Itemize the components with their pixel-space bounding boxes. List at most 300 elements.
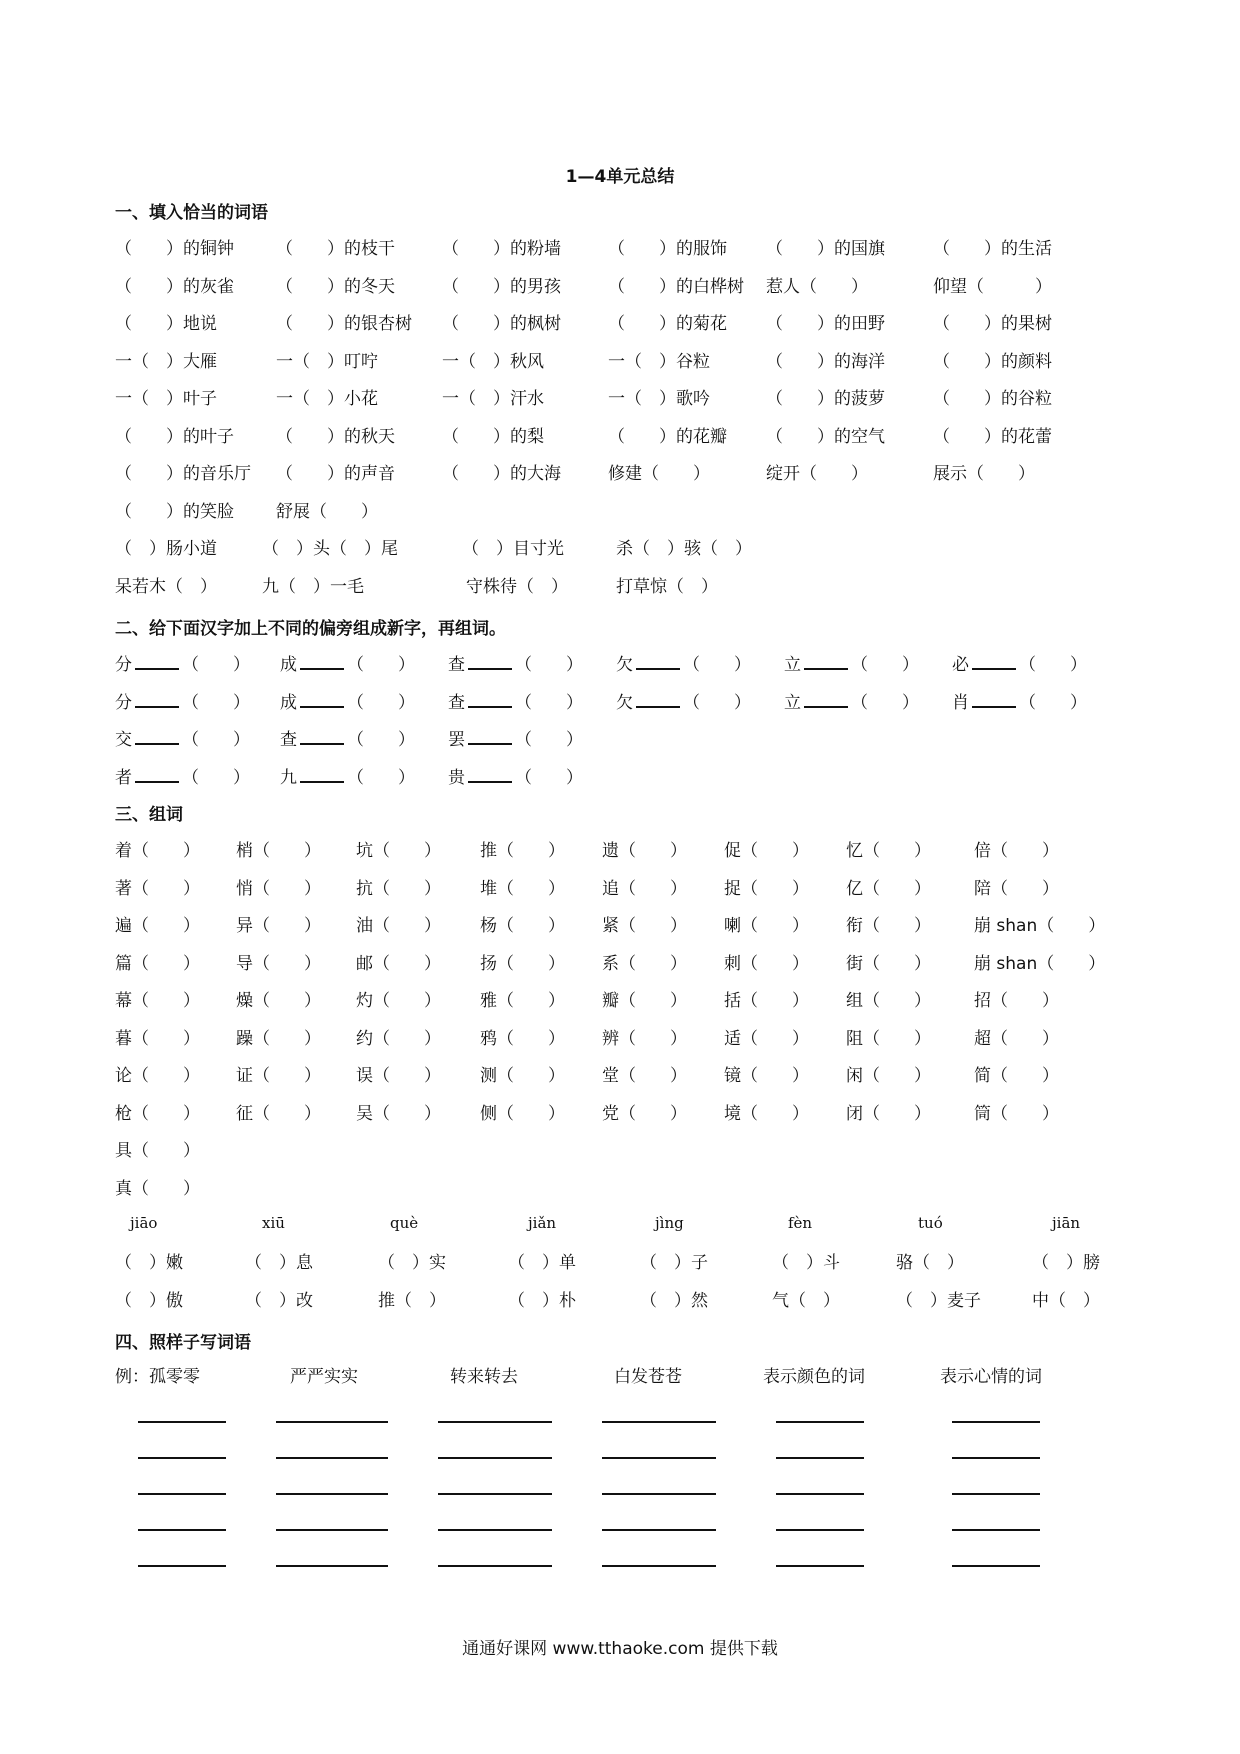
word-paren: （ ） bbox=[132, 1066, 200, 1086]
word-group-item bbox=[602, 953, 687, 975]
target-char: 招 bbox=[974, 991, 991, 1011]
word-paren: （ ） bbox=[991, 1066, 1059, 1086]
target-char: 衔 bbox=[846, 916, 863, 936]
word-group-item bbox=[602, 1103, 687, 1125]
fill-phrase: 绽开（ ） bbox=[766, 464, 868, 484]
base-char: 成 bbox=[280, 693, 297, 713]
word-group-item bbox=[846, 915, 931, 937]
answer-line[interactable] bbox=[602, 1529, 716, 1531]
word-paren: （ ） bbox=[1037, 916, 1106, 936]
word-paren: （ ） bbox=[373, 991, 441, 1011]
fill-phrase: 一（ ）歌吟 bbox=[608, 389, 710, 409]
word-paren: （ ） bbox=[373, 1029, 441, 1049]
target-char: 适 bbox=[724, 1029, 741, 1049]
answer-blank[interactable] bbox=[468, 765, 512, 783]
target-char: 测 bbox=[480, 1066, 497, 1086]
answer-blank[interactable] bbox=[972, 690, 1016, 708]
word-group-item bbox=[356, 915, 441, 937]
answer-line[interactable] bbox=[438, 1421, 552, 1423]
word-group-item bbox=[846, 1103, 931, 1125]
pinyin-fill-item: 推（ ） bbox=[378, 1291, 446, 1311]
answer-blank[interactable] bbox=[135, 652, 179, 670]
radical-item bbox=[115, 652, 250, 676]
word-paren: （ ） bbox=[619, 1029, 687, 1049]
word-group-item bbox=[480, 1028, 565, 1050]
answer-blank[interactable] bbox=[972, 652, 1016, 670]
word-group-item bbox=[115, 1178, 200, 1200]
target-char: 街 bbox=[846, 954, 863, 974]
word-group-item bbox=[356, 840, 441, 862]
fill-phrase: 惹人（ ） bbox=[766, 277, 868, 297]
answer-blank[interactable] bbox=[300, 727, 344, 745]
word-paren: （ ） bbox=[991, 1104, 1059, 1124]
fill-phrase: （ ）的银杏树 bbox=[276, 314, 412, 334]
word-paren: （ ） bbox=[863, 1029, 931, 1049]
word-paren: （ ） bbox=[863, 916, 931, 936]
pinyin-label: tuó bbox=[918, 1214, 943, 1232]
radical-item bbox=[448, 765, 583, 789]
fill-phrase: （ ）地说 bbox=[115, 314, 217, 334]
pinyin-label: jiān bbox=[1052, 1214, 1081, 1232]
word-group-item bbox=[724, 1103, 809, 1125]
fill-phrase: （ ）的田野 bbox=[766, 314, 885, 334]
word-paren: （ ） bbox=[347, 655, 415, 675]
section-1-heading: 一、填入恰当的词语 bbox=[115, 203, 268, 223]
example-label: 严严实实 bbox=[290, 1367, 358, 1387]
word-paren: （ ） bbox=[373, 1104, 441, 1124]
fill-phrase: 一（ ）秋风 bbox=[442, 352, 544, 372]
word-paren: （ ） bbox=[132, 841, 200, 861]
word-group-item bbox=[356, 1065, 441, 1087]
answer-line[interactable] bbox=[602, 1493, 716, 1495]
word-paren: （ ） bbox=[741, 916, 809, 936]
idiom-phrase: （ ）头（ ）尾 bbox=[262, 539, 398, 559]
base-char: 者 bbox=[115, 768, 132, 788]
target-char: 系 bbox=[602, 954, 619, 974]
base-char: 贵 bbox=[448, 768, 465, 788]
fill-phrase: （ ）的枝干 bbox=[276, 239, 395, 259]
word-group-item bbox=[356, 1028, 441, 1050]
fill-phrase: （ ）的颜料 bbox=[933, 352, 1052, 372]
target-char: 亿 bbox=[846, 879, 863, 899]
word-group-item bbox=[846, 840, 931, 862]
word-group-item bbox=[115, 915, 200, 937]
word-group-item bbox=[974, 1103, 1059, 1125]
word-paren: （ ） bbox=[863, 1066, 931, 1086]
word-paren: （ ） bbox=[253, 916, 321, 936]
answer-line[interactable] bbox=[776, 1529, 864, 1531]
word-paren: （ ） bbox=[1037, 954, 1106, 974]
answer-line[interactable] bbox=[138, 1565, 226, 1567]
answer-line[interactable] bbox=[952, 1457, 1040, 1459]
target-char: 具 bbox=[115, 1141, 132, 1161]
fill-phrase: （ ）的音乐厅 bbox=[115, 464, 251, 484]
section-3-heading: 三、组词 bbox=[115, 805, 183, 825]
word-group-item bbox=[846, 953, 931, 975]
fill-phrase: （ ）的海洋 bbox=[766, 352, 885, 372]
example-label: 例：孤零零 bbox=[115, 1367, 200, 1387]
word-group-item bbox=[480, 1103, 565, 1125]
word-group-item bbox=[846, 990, 931, 1012]
pinyin-fill-item: （ ）傲 bbox=[115, 1291, 183, 1311]
target-char: 悄 bbox=[236, 879, 253, 899]
pinyin-label: jìng bbox=[655, 1214, 684, 1232]
word-group-item bbox=[974, 1028, 1059, 1050]
word-group-item bbox=[236, 990, 321, 1012]
answer-line[interactable] bbox=[952, 1421, 1040, 1423]
answer-blank[interactable] bbox=[804, 652, 848, 670]
answer-line[interactable] bbox=[602, 1421, 716, 1423]
word-group-item bbox=[724, 990, 809, 1012]
word-paren: （ ） bbox=[863, 841, 931, 861]
word-group-item bbox=[236, 840, 321, 862]
idiom-phrase: 九（ ）一毛 bbox=[262, 577, 364, 597]
idiom-phrase: （ ）肠小道 bbox=[115, 539, 217, 559]
answer-blank[interactable] bbox=[300, 652, 344, 670]
base-char: 成 bbox=[280, 655, 297, 675]
fill-phrase: 仰望（ ） bbox=[933, 277, 1052, 297]
radical-item bbox=[616, 690, 751, 714]
word-paren: （ ） bbox=[253, 991, 321, 1011]
answer-line[interactable] bbox=[776, 1457, 864, 1459]
idiom-phrase: 守株待（ ） bbox=[466, 577, 568, 597]
word-paren: （ ） bbox=[347, 730, 415, 750]
word-paren: （ ） bbox=[497, 841, 565, 861]
target-char: 枪 bbox=[115, 1104, 132, 1124]
idiom-phrase: （ ）目寸光 bbox=[462, 539, 564, 559]
fill-phrase: （ ）的叶子 bbox=[115, 427, 234, 447]
radical-item bbox=[280, 652, 415, 676]
word-paren: （ ） bbox=[132, 954, 200, 974]
pinyin-label: jiāo bbox=[130, 1214, 158, 1232]
target-char: 超 bbox=[974, 1029, 991, 1049]
word-paren: （ ） bbox=[497, 991, 565, 1011]
target-char: 镜 bbox=[724, 1066, 741, 1086]
base-char: 分 bbox=[115, 655, 132, 675]
answer-line[interactable] bbox=[276, 1457, 388, 1459]
word-group-item bbox=[602, 990, 687, 1012]
word-paren: （ ） bbox=[515, 768, 583, 788]
fill-phrase: 一（ ）叮咛 bbox=[276, 352, 378, 372]
word-group-item bbox=[724, 915, 809, 937]
target-char: 抗 bbox=[356, 879, 373, 899]
answer-line[interactable] bbox=[138, 1457, 226, 1459]
pinyin-label: jiǎn bbox=[528, 1214, 557, 1232]
word-paren: （ ） bbox=[619, 879, 687, 899]
pinyin-fill-item: （ ）息 bbox=[245, 1253, 313, 1273]
word-group-item bbox=[115, 1140, 200, 1162]
word-paren: （ ） bbox=[991, 991, 1059, 1011]
word-paren: （ ） bbox=[132, 991, 200, 1011]
target-char: 紧 bbox=[602, 916, 619, 936]
word-group-item bbox=[974, 840, 1059, 862]
base-char: 查 bbox=[448, 655, 465, 675]
target-char: 燥 bbox=[236, 991, 253, 1011]
word-group-item bbox=[480, 990, 565, 1012]
word-group-item bbox=[115, 1065, 200, 1087]
word-group-item bbox=[974, 878, 1059, 900]
target-char: 堂 bbox=[602, 1066, 619, 1086]
fill-phrase: 修建（ ） bbox=[608, 464, 710, 484]
word-group-item bbox=[724, 840, 809, 862]
fill-phrase: 舒展（ ） bbox=[276, 502, 378, 522]
word-group-item bbox=[602, 1028, 687, 1050]
target-char: 闭 bbox=[846, 1104, 863, 1124]
fill-phrase: （ ）的国旗 bbox=[766, 239, 885, 259]
word-paren: （ ） bbox=[863, 954, 931, 974]
base-char: 交 bbox=[115, 730, 132, 750]
target-char: 扬 bbox=[480, 954, 497, 974]
answer-blank[interactable] bbox=[135, 690, 179, 708]
answer-line[interactable] bbox=[602, 1457, 716, 1459]
word-paren: （ ） bbox=[619, 991, 687, 1011]
word-group-item bbox=[115, 878, 200, 900]
fill-phrase: （ ）的笑脸 bbox=[115, 502, 234, 522]
word-paren: （ ） bbox=[683, 693, 751, 713]
target-char: 组 bbox=[846, 991, 863, 1011]
word-group-item bbox=[115, 1028, 200, 1050]
target-char: 瓣 bbox=[602, 991, 619, 1011]
word-group-item bbox=[846, 1065, 931, 1087]
pinyin-fill-item: 中（ ） bbox=[1032, 1291, 1100, 1311]
answer-line[interactable] bbox=[602, 1565, 716, 1567]
word-group-item bbox=[115, 1103, 200, 1125]
pinyin-fill-item: （ ）膀 bbox=[1032, 1253, 1100, 1273]
answer-line[interactable] bbox=[276, 1493, 388, 1495]
fill-phrase: 一（ ）小花 bbox=[276, 389, 378, 409]
answer-line[interactable] bbox=[952, 1565, 1040, 1567]
word-group-item bbox=[724, 878, 809, 900]
answer-line[interactable] bbox=[952, 1493, 1040, 1495]
target-char: 推 bbox=[480, 841, 497, 861]
pinyin-fill-item: 骆（ ） bbox=[896, 1253, 964, 1273]
example-label: 表示心情的词 bbox=[940, 1367, 1042, 1387]
target-char: 著 bbox=[115, 879, 132, 899]
fill-phrase: （ ）的铜钟 bbox=[115, 239, 234, 259]
target-char: 坑 bbox=[356, 841, 373, 861]
answer-line[interactable] bbox=[776, 1493, 864, 1495]
target-char: 误 bbox=[356, 1066, 373, 1086]
word-group-item bbox=[602, 1065, 687, 1087]
word-paren: （ ） bbox=[253, 841, 321, 861]
target-char: 遍 bbox=[115, 916, 132, 936]
word-group-item bbox=[480, 1065, 565, 1087]
answer-line[interactable] bbox=[438, 1529, 552, 1531]
word-group-item bbox=[236, 915, 321, 937]
radical-item bbox=[115, 765, 250, 789]
answer-blank[interactable] bbox=[804, 690, 848, 708]
word-paren: （ ） bbox=[863, 1104, 931, 1124]
word-paren: （ ） bbox=[1019, 693, 1087, 713]
target-char: 侧 bbox=[480, 1104, 497, 1124]
word-paren: （ ） bbox=[741, 1029, 809, 1049]
fill-phrase: （ ）的花瓣 bbox=[608, 427, 727, 447]
radical-item bbox=[280, 690, 415, 714]
pinyin-fill-item: （ ）嫩 bbox=[115, 1253, 183, 1273]
target-char: 崩 shan bbox=[974, 954, 1038, 974]
answer-blank[interactable] bbox=[135, 727, 179, 745]
fill-phrase: 展示（ ） bbox=[933, 464, 1035, 484]
word-group-item bbox=[602, 915, 687, 937]
target-char: 忆 bbox=[846, 841, 863, 861]
pinyin-fill-item: （ ）改 bbox=[245, 1291, 313, 1311]
answer-blank[interactable] bbox=[636, 690, 680, 708]
fill-phrase: （ ）的枫树 bbox=[442, 314, 561, 334]
target-char: 筒 bbox=[974, 1104, 991, 1124]
word-group-item bbox=[724, 953, 809, 975]
base-char: 查 bbox=[448, 693, 465, 713]
word-paren: （ ） bbox=[132, 1141, 200, 1161]
word-paren: （ ） bbox=[132, 1179, 200, 1199]
answer-line[interactable] bbox=[138, 1493, 226, 1495]
answer-line[interactable] bbox=[138, 1421, 226, 1423]
base-char: 立 bbox=[784, 655, 801, 675]
target-char: 喇 bbox=[724, 916, 741, 936]
answer-line[interactable] bbox=[438, 1493, 552, 1495]
word-group-item bbox=[356, 990, 441, 1012]
target-char: 梢 bbox=[236, 841, 253, 861]
footer-text: 通通好课网 www.tthaoke.com 提供下载 bbox=[462, 1639, 778, 1659]
word-paren: （ ） bbox=[741, 879, 809, 899]
target-char: 异 bbox=[236, 916, 253, 936]
word-paren: （ ） bbox=[132, 916, 200, 936]
fill-phrase: （ ）的菠萝 bbox=[766, 389, 885, 409]
fill-phrase: （ ）的男孩 bbox=[442, 277, 561, 297]
answer-line[interactable] bbox=[138, 1529, 226, 1531]
answer-line[interactable] bbox=[438, 1565, 552, 1567]
idiom-phrase: 打草惊（ ） bbox=[616, 577, 718, 597]
word-paren: （ ） bbox=[347, 693, 415, 713]
answer-line[interactable] bbox=[276, 1421, 388, 1423]
word-paren: （ ） bbox=[991, 879, 1059, 899]
word-paren: （ ） bbox=[373, 1066, 441, 1086]
answer-blank[interactable] bbox=[468, 690, 512, 708]
pinyin-fill-item: （ ）子 bbox=[640, 1253, 708, 1273]
answer-line[interactable] bbox=[276, 1565, 388, 1567]
radical-item bbox=[280, 765, 415, 789]
pinyin-fill-item: （ ）麦子 bbox=[896, 1291, 981, 1311]
fill-phrase: （ ）的谷粒 bbox=[933, 389, 1052, 409]
word-group-item bbox=[236, 1103, 321, 1125]
base-char: 九 bbox=[280, 768, 297, 788]
answer-blank[interactable] bbox=[468, 727, 512, 745]
target-char: 括 bbox=[724, 991, 741, 1011]
word-paren: （ ） bbox=[497, 1029, 565, 1049]
fill-phrase: 一（ ）谷粒 bbox=[608, 352, 710, 372]
answer-blank[interactable] bbox=[636, 652, 680, 670]
fill-phrase: （ ）的生活 bbox=[933, 239, 1052, 259]
word-paren: （ ） bbox=[497, 1066, 565, 1086]
fill-phrase: （ ）的秋天 bbox=[276, 427, 395, 447]
answer-blank[interactable] bbox=[135, 765, 179, 783]
fill-phrase: 一（ ）汗水 bbox=[442, 389, 544, 409]
word-paren: （ ） bbox=[497, 1104, 565, 1124]
word-paren: （ ） bbox=[347, 768, 415, 788]
fill-phrase: 一（ ）叶子 bbox=[115, 389, 217, 409]
word-group-item bbox=[974, 1065, 1059, 1087]
word-paren: （ ） bbox=[991, 841, 1059, 861]
word-paren: （ ） bbox=[619, 1066, 687, 1086]
target-char: 幕 bbox=[115, 991, 132, 1011]
target-char: 篇 bbox=[115, 954, 132, 974]
word-paren: （ ） bbox=[619, 1104, 687, 1124]
word-group-item bbox=[974, 915, 1105, 937]
word-paren: （ ） bbox=[497, 916, 565, 936]
base-char: 欠 bbox=[616, 655, 633, 675]
target-char: 真 bbox=[115, 1179, 132, 1199]
pinyin-fill-item: （ ）实 bbox=[378, 1253, 446, 1273]
word-paren: （ ） bbox=[373, 841, 441, 861]
fill-phrase: （ ）的声音 bbox=[276, 464, 395, 484]
target-char: 陪 bbox=[974, 879, 991, 899]
answer-blank[interactable] bbox=[300, 765, 344, 783]
word-paren: （ ） bbox=[741, 1066, 809, 1086]
section-2-heading: 二、给下面汉字加上不同的偏旁组成新字，再组词。 bbox=[115, 619, 506, 639]
target-char: 捉 bbox=[724, 879, 741, 899]
word-group-item bbox=[724, 1065, 809, 1087]
target-char: 征 bbox=[236, 1104, 253, 1124]
word-paren: （ ） bbox=[683, 655, 751, 675]
word-paren: （ ） bbox=[991, 1029, 1059, 1049]
answer-blank[interactable] bbox=[468, 652, 512, 670]
word-paren: （ ） bbox=[515, 655, 583, 675]
word-paren: （ ） bbox=[863, 991, 931, 1011]
base-char: 分 bbox=[115, 693, 132, 713]
base-char: 肖 bbox=[952, 693, 969, 713]
word-group-item bbox=[356, 1103, 441, 1125]
base-char: 查 bbox=[280, 730, 297, 750]
answer-blank[interactable] bbox=[300, 690, 344, 708]
answer-line[interactable] bbox=[776, 1421, 864, 1423]
word-group-item bbox=[356, 878, 441, 900]
target-char: 鸦 bbox=[480, 1029, 497, 1049]
word-paren: （ ） bbox=[1019, 655, 1087, 675]
target-char: 杨 bbox=[480, 916, 497, 936]
answer-line[interactable] bbox=[276, 1529, 388, 1531]
target-char: 党 bbox=[602, 1104, 619, 1124]
word-paren: （ ） bbox=[741, 1104, 809, 1124]
word-group-item bbox=[115, 840, 200, 862]
word-group-item bbox=[236, 1028, 321, 1050]
target-char: 崩 shan bbox=[974, 916, 1038, 936]
example-label: 白发苍苍 bbox=[614, 1367, 682, 1387]
word-paren: （ ） bbox=[253, 1104, 321, 1124]
target-char: 邮 bbox=[356, 954, 373, 974]
answer-line[interactable] bbox=[952, 1529, 1040, 1531]
word-paren: （ ） bbox=[253, 1029, 321, 1049]
word-paren: （ ） bbox=[619, 916, 687, 936]
pinyin-label: fèn bbox=[788, 1214, 813, 1232]
answer-line[interactable] bbox=[438, 1457, 552, 1459]
pinyin-fill-item: （ ）然 bbox=[640, 1291, 708, 1311]
target-char: 约 bbox=[356, 1029, 373, 1049]
word-paren: （ ） bbox=[253, 879, 321, 899]
pinyin-fill-item: 气（ ） bbox=[772, 1291, 840, 1311]
target-char: 追 bbox=[602, 879, 619, 899]
word-group-item bbox=[846, 1028, 931, 1050]
word-paren: （ ） bbox=[132, 879, 200, 899]
word-paren: （ ） bbox=[182, 655, 250, 675]
radical-item bbox=[616, 652, 751, 676]
answer-line[interactable] bbox=[776, 1565, 864, 1567]
radical-item bbox=[784, 690, 919, 714]
fill-phrase: （ ）的冬天 bbox=[276, 277, 395, 297]
word-paren: （ ） bbox=[132, 1029, 200, 1049]
radical-item bbox=[952, 652, 1087, 676]
base-char: 罢 bbox=[448, 730, 465, 750]
word-paren: （ ） bbox=[863, 879, 931, 899]
word-group-item bbox=[974, 990, 1059, 1012]
